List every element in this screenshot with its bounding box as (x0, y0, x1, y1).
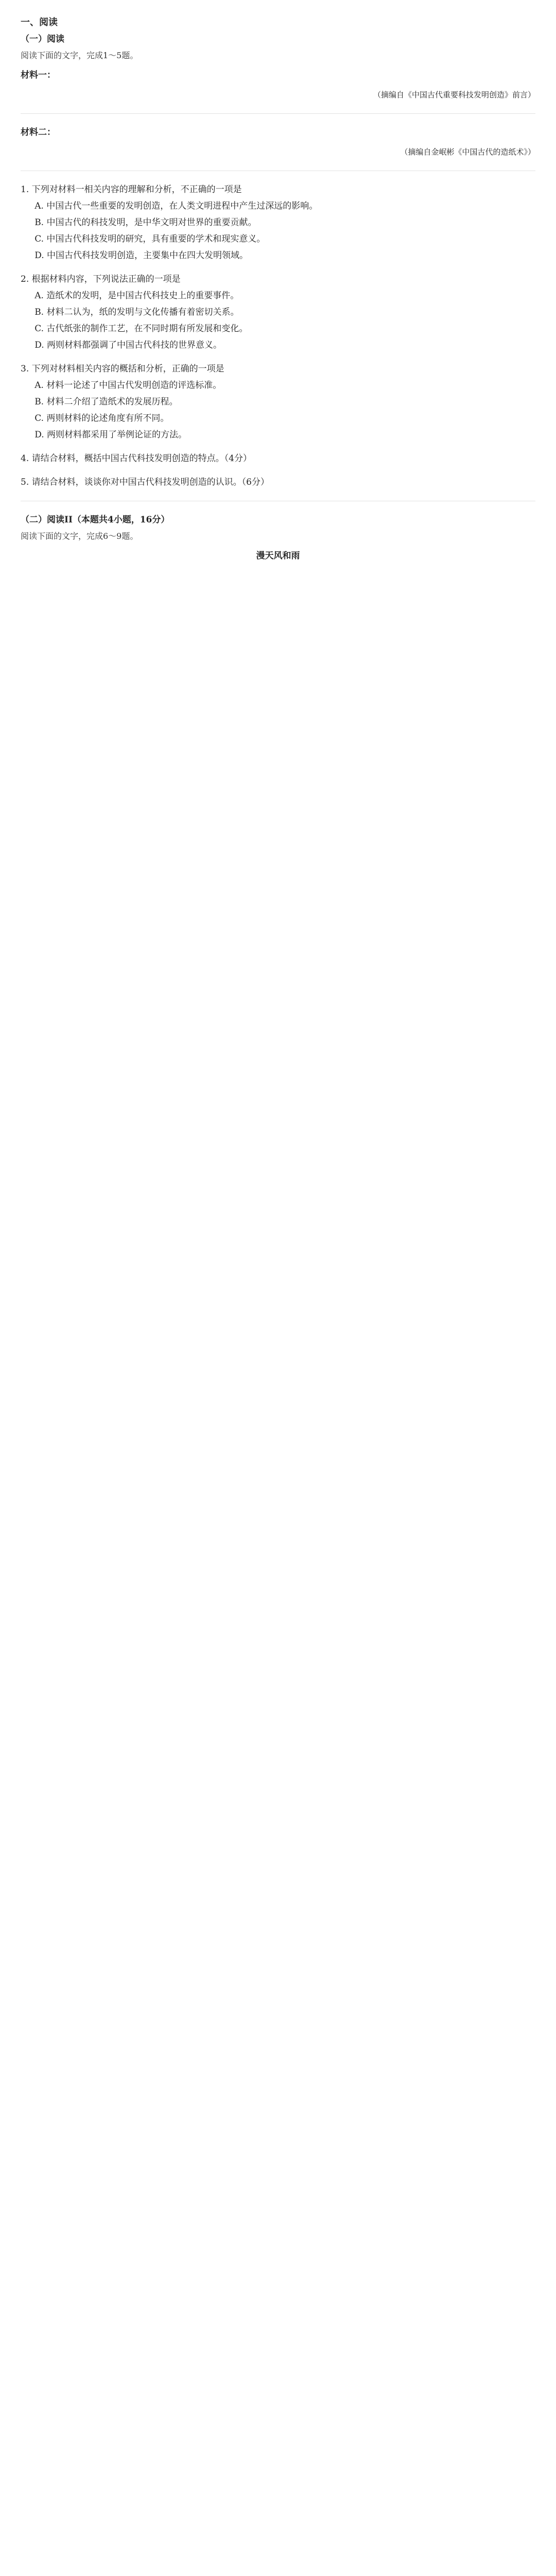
section1-instructions: 阅读下面的文字，完成1～5题。 (21, 50, 138, 60)
question-option: B. 材料二介绍了造纸术的发展历程。 (34, 397, 178, 407)
question-stem: 5. 请结合材料，谈谈你对中国古代科技发明创造的认识。（6分） (21, 477, 269, 487)
material1-source: （摘编自《中国古代重要科技发明创造》前言） (373, 90, 535, 99)
document-body (21, 14, 535, 564)
question-stem: 1. 下列对材料一相关内容的理解和分析，不正确的一项是 (21, 184, 242, 195)
question-option: D. 两则材料都采用了举例论证的方法。 (34, 430, 187, 440)
question-option: A. 中国古代一些重要的发明创造，在人类文明进程中产生过深远的影响。 (34, 201, 318, 211)
question-stem: 2. 根据材料内容，下列说法正确的一项是 (21, 274, 181, 284)
section2-title: （二）阅读II（本题共4小题，16分） (21, 515, 170, 525)
material2-source: （摘编自金岷彬《中国古代的造纸术》） (400, 147, 535, 157)
material1-label: 材料一： (21, 70, 56, 80)
question-stem: 3. 下列对材料相关内容的概括和分析，正确的一项是 (21, 364, 224, 374)
question-option: D. 两则材料都强调了中国古代科技的世界意义。 (34, 340, 222, 350)
question-option: D. 中国古代科技发明创造，主要集中在四大发明领域。 (34, 250, 249, 261)
section-divider (21, 113, 535, 114)
heading-main: 一、阅读 (21, 17, 58, 28)
question-option: B. 中国古代的科技发明，是中华文明对世界的重要贡献。 (34, 217, 257, 228)
story-title: 漫天风和雨 (256, 551, 300, 561)
question-option: A. 造纸术的发明，是中国古代科技史上的重要事件。 (34, 291, 239, 301)
question-option: C. 古代纸张的制作工艺，在不同时期有所发展和变化。 (34, 324, 248, 334)
question-stem: 4. 请结合材料，概括中国古代科技发明创造的特点。（4分） (21, 453, 252, 464)
question-option: C. 中国古代科技发明的研究，具有重要的学术和现实意义。 (34, 234, 266, 244)
section2-instructions: 阅读下面的文字，完成6～9题。 (21, 531, 138, 541)
material2-label: 材料二： (21, 127, 56, 138)
question-option: C. 两则材料的论述角度有所不同。 (34, 413, 169, 423)
question-option: B. 材料二认为，纸的发明与文化传播有着密切关系。 (34, 307, 239, 317)
question-option: A. 材料一论述了中国古代发明创造的评选标准。 (34, 380, 222, 391)
section1-title: （一）阅读 (21, 34, 64, 44)
